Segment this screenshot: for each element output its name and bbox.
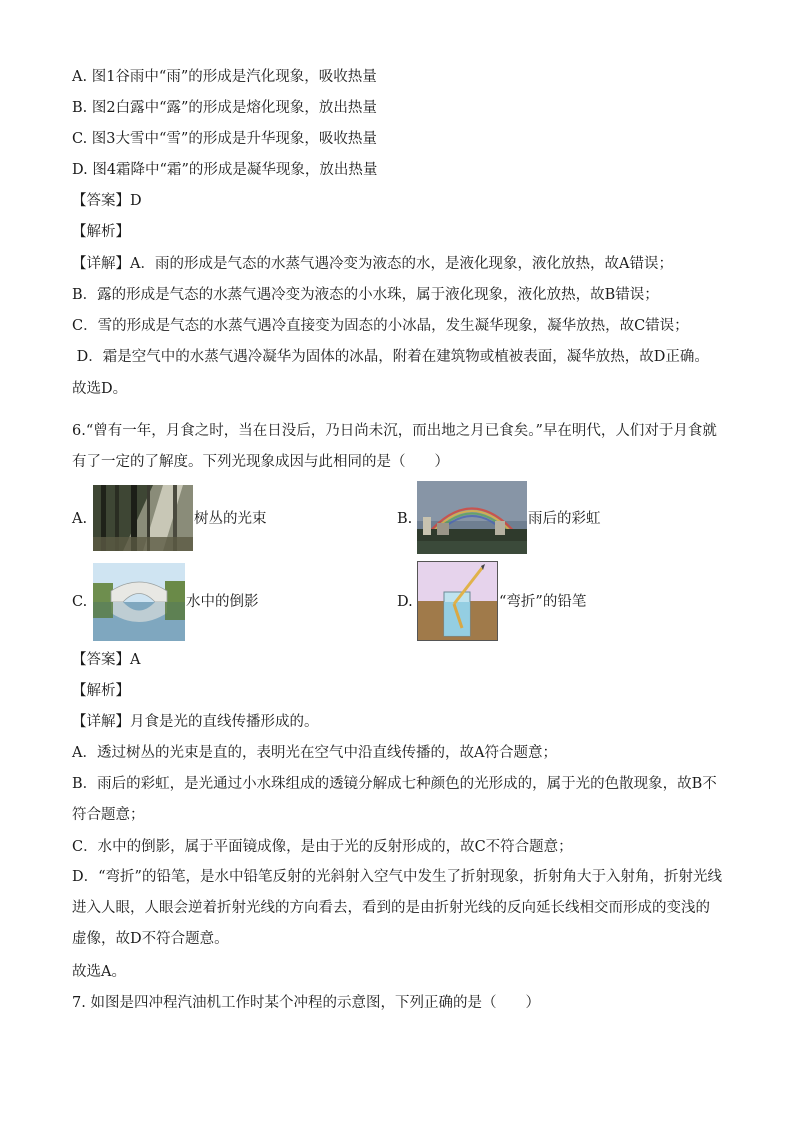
- q5-detail-d: D．霜是空气中的水蒸气遇冷凝华为固体的冰晶，附着在建筑物或植被表面，凝华放热，故D正确。: [72, 349, 709, 365]
- bent-pencil-image: [417, 561, 498, 641]
- bridge-reflection-image: [93, 563, 185, 641]
- q6-detail-b: B．雨后的彩虹，是光通过小水珠组成的透镜分解成七种颜色的光形成的，属于光的色散现象，故B不符合题意；: [72, 776, 717, 823]
- q5-detail-c: C．雪的形成是气态的水蒸气遇冷直接变为固态的小冰晶，发生凝华现象，凝华放热，故C错误；: [72, 318, 689, 334]
- q6-option-d-letter: D.: [397, 594, 413, 610]
- q6-option-a-text: 树丛的光束: [194, 511, 267, 527]
- q6-analysis-label: 【解析】: [72, 683, 130, 699]
- q5-option-b: B. 图2白露中“露”的形成是熔化现象，放出热量: [72, 100, 377, 116]
- q5-detail-b: B．露的形成是气态的水蒸气遇冷变为液态的小水珠，属于液化现象，液化放热，故B错误；: [72, 287, 659, 303]
- q5-conclusion: 故选D。: [72, 381, 128, 397]
- q6-option-c-text: 水中的倒影: [186, 594, 259, 610]
- q6-detail-d: D．“弯折”的铅笔，是水中铅笔反射的光斜射入空气中发生了折射现象，折射角大于入射角，折射光线进入人眼，人眼会逆着折射光线的方向看去，看到的是由折射光线的反向延长线相交而形成的变浅的虚像，故D不符合题意。: [72, 869, 722, 947]
- q6-option-c-letter: C.: [72, 594, 88, 610]
- q6-stem: 6.“曾有一年，月食之时，当在日没后，乃日尚未沉，而出地之月已食矣。”早在明代，人们对于月食就有了一定的了解度。下列光现象成因与此相同的是（ ）: [72, 423, 717, 470]
- q7-stem: 7. 如图是四冲程汽油机工作时某个冲程的示意图，下列正确的是（ ）: [72, 995, 540, 1011]
- rainbow-image: [417, 481, 527, 554]
- q5-detail-a: 【详解】A．雨的形成是气态的水蒸气遇冷变为液态的水，是液化现象，液化放热，故A错误；: [72, 256, 673, 272]
- q5-analysis-label: 【解析】: [72, 224, 130, 240]
- q6-detail-c: C．水中的倒影，属于平面镜成像，是由于光的反射形成的，故C不符合题意；: [72, 839, 573, 855]
- q5-answer: 【答案】D: [72, 193, 142, 209]
- q6-conclusion: 故选A。: [72, 964, 126, 980]
- q6-option-a-letter: A.: [72, 511, 88, 527]
- q5-option-d: D. 图4霜降中“霜”的形成是凝华现象，放出热量: [72, 162, 378, 178]
- forest-light-image: [93, 485, 193, 551]
- q6-option-b-letter: B.: [397, 511, 413, 527]
- q6-detail-a: A．透过树丛的光束是直的，表明光在空气中沿直线传播的，故A符合题意；: [72, 745, 557, 761]
- q6-detail-intro: 【详解】月食是光的直线传播形成的。: [72, 714, 319, 730]
- q6-option-b-text: 雨后的彩虹: [528, 511, 601, 527]
- q5-option-c: C. 图3大雪中“雪”的形成是升华现象，吸收热量: [72, 131, 377, 147]
- q6-option-d-text: “弯折”的铅笔: [499, 594, 587, 610]
- q6-answer: 【答案】A: [72, 652, 141, 668]
- q5-option-a: A. 图1谷雨中“雨”的形成是汽化现象，吸收热量: [72, 69, 377, 85]
